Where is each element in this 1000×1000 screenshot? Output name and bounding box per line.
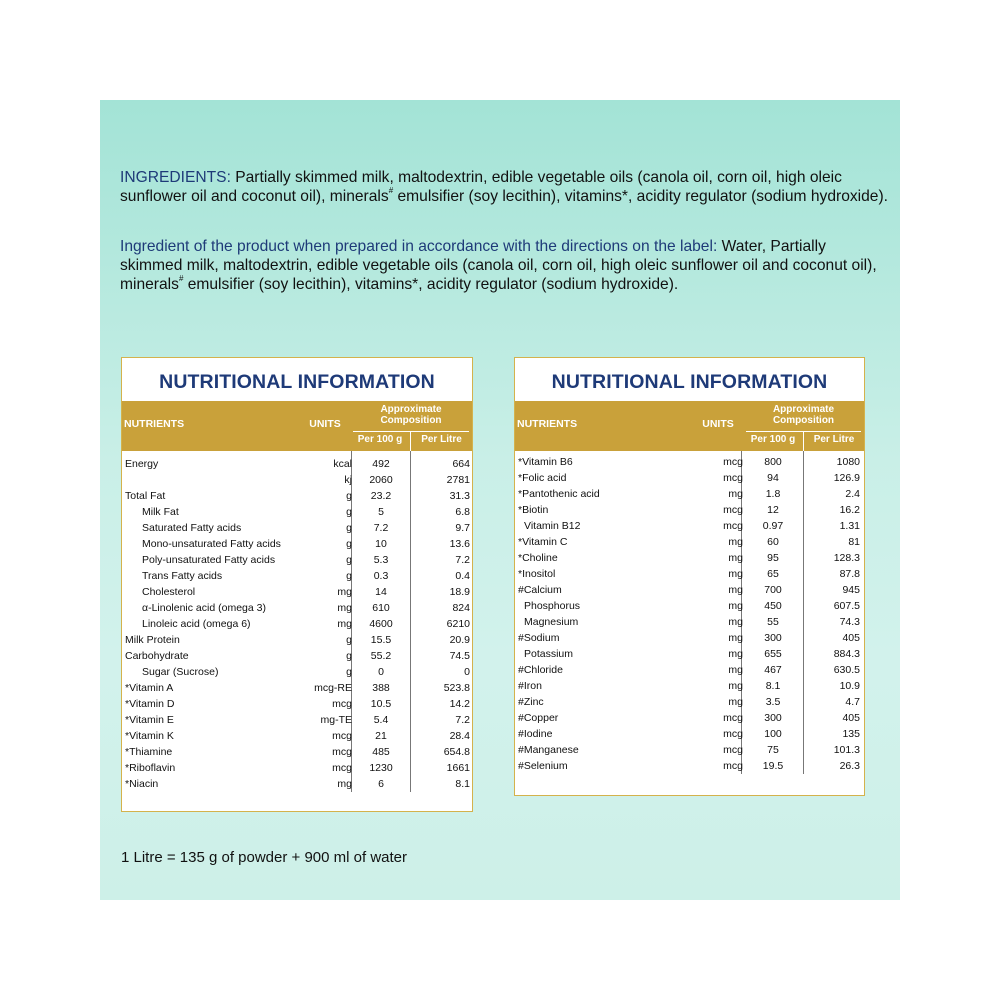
nutrition-table-1: [121, 357, 473, 812]
per-100g-cell: 655: [764, 648, 782, 660]
nutrient-name: #Iodine: [518, 728, 553, 740]
nutrient-name: #Sodium: [518, 632, 560, 644]
per-100g-cell: 610: [372, 602, 390, 614]
per-litre-cell: 884.3: [833, 648, 860, 660]
nutrient-name: *Niacin: [125, 778, 159, 790]
unit-cell: mcg: [332, 730, 352, 742]
per-100g-cell: 4600: [369, 618, 393, 630]
nutrient-name: Phosphorus: [524, 600, 581, 612]
ingredients-text: Partially skimmed milk, maltodextrin, edible vegetable oils (canola oil, corn oil, high oleic sunflower oil and coconut oil), minerals: [120, 169, 842, 205]
unit-cell: mg: [728, 632, 743, 644]
per-litre-cell: 128.3: [833, 552, 860, 564]
per-100g-cell: 7.2: [373, 522, 389, 534]
unit-cell: mg: [728, 584, 743, 596]
unit-cell: mcg: [332, 698, 352, 710]
unit-cell: mg: [337, 618, 352, 630]
per-100g-cell: 60: [767, 536, 779, 548]
per-litre-cell: 6210: [446, 618, 470, 630]
table-row: [515, 710, 864, 726]
per-litre-cell: 14.2: [449, 698, 470, 710]
per-litre-cell: 654.8: [443, 746, 470, 758]
per-litre-cell: 126.9: [833, 472, 860, 484]
unit-cell: g: [346, 570, 352, 582]
table-row: [515, 454, 864, 470]
per-litre-cell: 1661: [446, 762, 470, 774]
unit-cell: mg: [337, 586, 352, 598]
per-litre-cell: 6.8: [455, 506, 470, 518]
per-100g-cell: 23.2: [370, 490, 392, 502]
table-row: [122, 664, 472, 680]
unit-cell: mg: [337, 602, 352, 614]
unit-cell: mcg: [723, 456, 743, 468]
header-per-litre: Per Litre: [421, 434, 462, 445]
per-litre-cell: 945: [842, 584, 860, 596]
per-100g-cell: 94: [767, 472, 779, 484]
unit-cell: g: [346, 506, 352, 518]
table-row: [515, 502, 864, 518]
per-100g-cell: 3.5: [765, 696, 781, 708]
nutrient-name: #Chloride: [518, 664, 563, 676]
unit-cell: mcg: [332, 746, 352, 758]
nutrient-name: Total Fat: [125, 490, 166, 502]
table-row: [515, 742, 864, 758]
table-row: [122, 696, 472, 712]
table-row: [515, 518, 864, 534]
table-row: [122, 712, 472, 728]
table-row: [515, 534, 864, 550]
header-nutrients: NUTRIENTS: [124, 418, 185, 430]
per-litre-cell: 4.7: [845, 696, 860, 708]
table-row: [122, 552, 472, 568]
table-2-header: [515, 401, 864, 451]
per-litre-cell: 20.9: [449, 634, 470, 646]
per-litre-cell: 664: [452, 458, 470, 470]
table-row: [122, 520, 472, 536]
unit-cell: kcal: [333, 458, 352, 470]
per-litre-cell: 607.5: [833, 600, 860, 612]
per-litre-cell: 630.5: [833, 664, 860, 676]
table-row: [515, 470, 864, 486]
per-litre-cell: 824: [452, 602, 470, 614]
per-100g-cell: 6: [378, 778, 384, 790]
table-row: [122, 744, 472, 760]
per-100g-cell: 55: [767, 616, 779, 628]
per-litre-cell: 7.2: [455, 554, 470, 566]
per-100g-cell: 492: [372, 458, 390, 470]
per-litre-cell: 1.31: [839, 520, 860, 532]
nutrient-name: *Pantothenic acid: [518, 488, 600, 500]
header-approx-composition: Approximate Composition: [380, 404, 442, 426]
per-litre-cell: 31.3: [449, 490, 470, 502]
per-100g-cell: 1230: [369, 762, 393, 774]
label-panel: [100, 100, 900, 900]
nutrient-name: Poly-unsaturated Fatty acids: [142, 554, 276, 566]
table-row: [122, 728, 472, 744]
table-row: [122, 600, 472, 616]
header-divider: [353, 431, 469, 432]
nutrient-name: Linoleic acid (omega 6): [142, 618, 251, 630]
per-100g-cell: 5.3: [373, 554, 389, 566]
per-litre-cell: 2.4: [845, 488, 860, 500]
header-nutrients: NUTRIENTS: [517, 418, 578, 430]
per-100g-cell: 8.1: [765, 680, 781, 692]
table-row: [515, 678, 864, 694]
nutrient-name: *Vitamin C: [518, 536, 568, 548]
nutrient-name: Milk Protein: [125, 634, 180, 646]
per-litre-cell: 87.8: [839, 568, 860, 580]
per-100g-cell: 5.4: [373, 714, 389, 726]
unit-cell: mcg: [723, 728, 743, 740]
unit-cell: g: [346, 634, 352, 646]
prepared-ingredients-paragraph: [120, 237, 890, 294]
table-row: [122, 536, 472, 552]
table-row: [122, 632, 472, 648]
per-litre-cell: 0.4: [455, 570, 470, 582]
nutrient-name: *Vitamin A: [125, 682, 174, 694]
ingredients-label: INGREDIENTS:: [120, 169, 231, 186]
per-litre-cell: 7.2: [455, 714, 470, 726]
per-litre-cell: 135: [842, 728, 860, 740]
table-row: [122, 680, 472, 696]
prepared-text: Water, Partially skimmed milk, maltodextrin, edible vegetable oils (canola oil, corn oil, high oleic sunflower oil and coconut oil), minerals: [120, 238, 877, 293]
nutrient-name: #Manganese: [518, 744, 579, 756]
unit-cell: mg: [728, 536, 743, 548]
per-100g-cell: 65: [767, 568, 779, 580]
table-row: [122, 472, 472, 488]
unit-cell: mcg-RE: [314, 682, 352, 694]
unit-cell: g: [346, 666, 352, 678]
nutrient-name: Sugar (Sucrose): [142, 666, 219, 678]
per-100g-cell: 12: [767, 504, 779, 516]
nutrient-name: Cholesterol: [142, 586, 196, 598]
table-row: [515, 662, 864, 678]
per-100g-cell: 75: [767, 744, 779, 756]
per-100g-cell: 5: [378, 506, 384, 518]
unit-cell: g: [346, 490, 352, 502]
unit-cell: mcg: [723, 472, 743, 484]
per-litre-cell: 10.9: [839, 680, 860, 692]
per-litre-cell: 81: [848, 536, 860, 548]
table-row: [122, 488, 472, 504]
per-100g-cell: 700: [764, 584, 782, 596]
per-litre-cell: 74.5: [449, 650, 470, 662]
nutrient-name: Carbohydrate: [125, 650, 189, 662]
unit-cell: mg: [728, 600, 743, 612]
nutrient-name: *Riboflavin: [125, 762, 176, 774]
per-litre-cell: 9.7: [455, 522, 470, 534]
nutrient-name: Magnesium: [524, 616, 579, 628]
unit-cell: g: [346, 554, 352, 566]
per-100g-cell: 467: [764, 664, 782, 676]
prepared-mineral-mark: #: [178, 274, 184, 283]
table-1-header: [122, 401, 472, 451]
nutrient-name: *Folic acid: [518, 472, 567, 484]
table-row: [122, 648, 472, 664]
per-litre-cell: 0: [464, 666, 470, 678]
per-100g-cell: 388: [372, 682, 390, 694]
table-row: [515, 598, 864, 614]
table-row: [515, 646, 864, 662]
header-units: UNITS: [309, 418, 341, 430]
table-1-body: [122, 451, 472, 792]
table-row: [122, 760, 472, 776]
per-litre-cell: 405: [842, 632, 860, 644]
nutrient-name: Energy: [125, 458, 159, 470]
nutrient-name: #Iron: [518, 680, 542, 692]
per-100g-cell: 15.5: [370, 634, 392, 646]
table-row: [122, 568, 472, 584]
per-100g-cell: 300: [764, 712, 782, 724]
per-100g-cell: 1.8: [765, 488, 781, 500]
nutrient-name: *Inositol: [518, 568, 556, 580]
per-litre-cell: 8.1: [455, 778, 470, 790]
ingredients-paragraph: [120, 168, 890, 206]
nutrient-name: Potassium: [524, 648, 574, 660]
unit-cell: mg: [728, 568, 743, 580]
unit-cell: mg: [337, 778, 352, 790]
unit-cell: mg-TE: [320, 714, 352, 726]
nutrition-table-2: [514, 357, 865, 796]
unit-cell: mg: [728, 696, 743, 708]
per-litre-cell: 2781: [446, 474, 470, 486]
per-100g-cell: 14: [375, 586, 387, 598]
per-100g-cell: 485: [372, 746, 390, 758]
unit-cell: mcg: [332, 762, 352, 774]
nutrient-name: #Selenium: [518, 760, 568, 772]
unit-cell: mcg: [723, 712, 743, 724]
mineral-mark: #: [388, 186, 394, 195]
unit-cell: mcg: [723, 504, 743, 516]
table-row: [122, 456, 472, 472]
per-100g-cell: 0.3: [373, 570, 389, 582]
per-100g-cell: 2060: [369, 474, 393, 486]
per-litre-cell: 523.8: [443, 682, 470, 694]
nutrient-name: #Zinc: [518, 696, 544, 708]
unit-cell: mcg: [723, 760, 743, 772]
per-litre-cell: 26.3: [839, 760, 860, 772]
per-100g-cell: 0: [378, 666, 384, 678]
unit-cell: mg: [728, 680, 743, 692]
table-1-title: NUTRITIONAL INFORMATION: [159, 371, 435, 393]
per-litre-cell: 13.6: [449, 538, 470, 550]
table-row: [515, 486, 864, 502]
reconstitution-note: 1 Litre = 135 g of powder + 900 ml of water: [121, 849, 408, 866]
nutrient-name: Mono-unsaturated Fatty acids: [142, 538, 281, 550]
table-2-body: [515, 451, 864, 774]
table-row: [515, 694, 864, 710]
per-100g-cell: 55.2: [370, 650, 392, 662]
table-row: [122, 616, 472, 632]
unit-cell: mg: [728, 648, 743, 660]
nutrient-name: Vitamin B12: [524, 520, 581, 532]
per-100g-cell: 450: [764, 600, 782, 612]
unit-cell: mg: [728, 488, 743, 500]
table-row: [515, 550, 864, 566]
table-row: [122, 584, 472, 600]
header-units: UNITS: [702, 418, 734, 430]
per-100g-cell: 100: [764, 728, 782, 740]
nutrient-name: Saturated Fatty acids: [142, 522, 242, 534]
per-litre-cell: 101.3: [833, 744, 860, 756]
nutrient-name: *Vitamin K: [125, 730, 174, 742]
unit-cell: mg: [728, 552, 743, 564]
per-100g-cell: 10: [375, 538, 387, 550]
table-row: [515, 566, 864, 582]
table-2-title: NUTRITIONAL INFORMATION: [551, 371, 828, 393]
unit-cell: mg: [728, 616, 743, 628]
unit-cell: mcg: [723, 744, 743, 756]
per-litre-cell: 405: [842, 712, 860, 724]
per-100g-cell: 800: [764, 456, 782, 468]
unit-cell: mg: [728, 664, 743, 676]
unit-cell: g: [346, 650, 352, 662]
table-row: [122, 504, 472, 520]
per-litre-cell: 16.2: [839, 504, 860, 516]
prepared-label: Ingredient of the product when prepared in accordance with the directions on the label:: [120, 238, 718, 255]
nutrient-name: *Vitamin E: [125, 714, 174, 726]
per-litre-cell: 28.4: [449, 730, 470, 742]
nutrient-name: *Biotin: [518, 504, 549, 516]
per-100g-cell: 10.5: [370, 698, 392, 710]
header-approx-composition: Approximate Composition: [772, 404, 835, 426]
nutrient-name: *Vitamin B6: [518, 456, 573, 468]
header-per-litre: Per Litre: [813, 434, 855, 445]
table-row: [122, 776, 472, 792]
per-100g-cell: 95: [767, 552, 779, 564]
table-row: [515, 582, 864, 598]
table-row: [515, 630, 864, 646]
table-row: [515, 758, 864, 774]
nutrient-name: α-Linolenic acid (omega 3): [142, 602, 266, 614]
per-100g-cell: 0.97: [762, 520, 784, 532]
nutrient-name: *Choline: [518, 552, 558, 564]
prepared-text-2: emulsifier (soy lecithin), vitamins*, acidity regulator (sodium hydroxide).: [183, 276, 679, 293]
table-row: [515, 614, 864, 630]
unit-cell: g: [346, 538, 352, 550]
unit-cell: g: [346, 522, 352, 534]
per-100g-cell: 21: [375, 730, 387, 742]
per-litre-cell: 74.3: [839, 616, 860, 628]
nutrient-name: *Vitamin D: [125, 698, 175, 710]
nutrient-name: Trans Fatty acids: [142, 570, 223, 582]
unit-cell: kj: [344, 474, 352, 486]
header-per-100g: Per 100 g: [357, 434, 403, 445]
nutrient-name: #Copper: [518, 712, 559, 724]
nutrient-name: Milk Fat: [142, 506, 179, 518]
per-litre-cell: 18.9: [449, 586, 470, 598]
per-100g-cell: 19.5: [762, 760, 784, 772]
table-row: [515, 726, 864, 742]
unit-cell: mcg: [723, 520, 743, 532]
nutrient-name: *Thiamine: [125, 746, 173, 758]
per-litre-cell: 1080: [836, 456, 860, 468]
per-100g-cell: 300: [764, 632, 782, 644]
header-per-100g: Per 100 g: [750, 434, 796, 445]
ingredients-text-2: emulsifier (soy lecithin), vitamins*, acidity regulator (sodium hydroxide).: [393, 188, 888, 205]
nutrient-name: #Calcium: [518, 584, 562, 596]
